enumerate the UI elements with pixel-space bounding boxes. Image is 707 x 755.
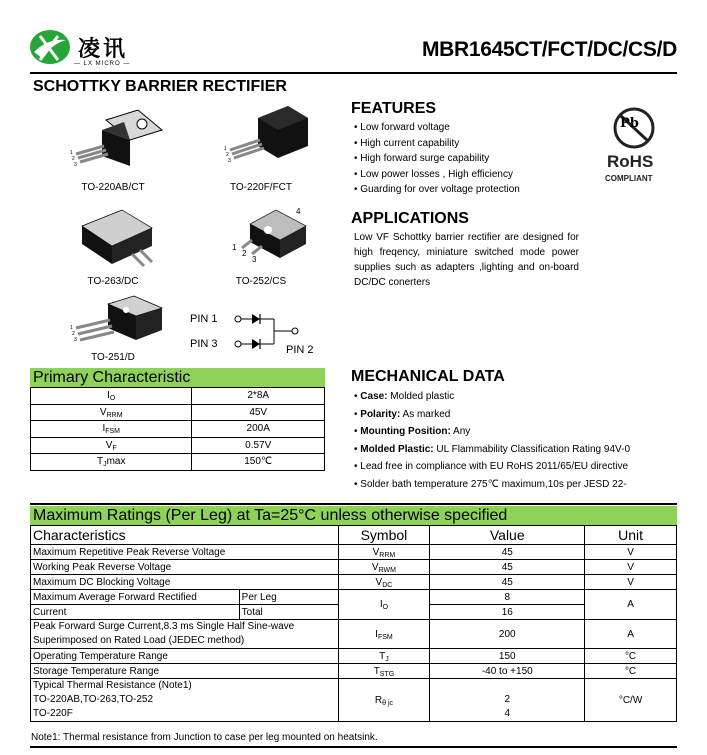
mechanical-item-text: Molded plastic <box>387 391 455 402</box>
primary-characteristic-title: Primary Characteristic <box>33 369 191 386</box>
footer-divider <box>30 746 677 748</box>
applications-text: Low VF Schottky barrier rectifier are designed for high freqency, miniature switched mode power supplies such as adapters ,lighting and on-board DC/DC conerters <box>354 232 579 288</box>
header-value: Value <box>430 526 585 545</box>
svg-text:3: 3 <box>252 255 257 264</box>
svg-text:3: 3 <box>74 337 77 343</box>
mechanical-item <box>354 388 630 406</box>
table-header-row <box>31 526 677 545</box>
symbol-cell: $V_F$ <box>31 437 192 454</box>
mechanical-heading: MECHANICAL DATA <box>351 368 505 385</box>
symbol-cell: $V_{DC}$ <box>338 575 430 590</box>
unit-cell: A <box>585 620 677 649</box>
table-row <box>31 679 677 722</box>
svg-text:1: 1 <box>70 325 73 331</box>
characteristic-cell: Maximum DC Blocking Voltage <box>31 575 339 590</box>
features-heading: FEATURES <box>351 100 437 117</box>
max-ratings-table <box>30 525 677 722</box>
to-252-package-icon <box>228 204 318 268</box>
value-cell: 200A <box>192 421 325 438</box>
applications-heading: APPLICATIONS <box>351 210 469 227</box>
header-unit: Unit <box>585 526 677 545</box>
table-row <box>31 388 325 405</box>
package-label-to-251: TO-251/D <box>91 352 135 363</box>
package-label-to-252: TO-252/CS <box>235 276 287 287</box>
unit-cell: °C/W <box>585 679 677 722</box>
unit-cell: V <box>585 575 677 590</box>
svg-text:2: 2 <box>72 331 75 337</box>
value-cell: -40 to +150 <box>430 664 585 679</box>
table-row <box>31 620 677 649</box>
primary-characteristic-table <box>30 387 325 471</box>
mechanical-item-text: Solder bath temperature 275℃ maximum,10s per JESD 22- <box>360 478 627 490</box>
to-220ab-package-icon <box>68 108 168 174</box>
unit-cell: V <box>585 560 677 575</box>
header-characteristics: Characteristics <box>31 526 339 545</box>
product-type-heading: SCHOTTKY BARRIER RECTIFIER <box>33 78 287 95</box>
svg-text:3: 3 <box>228 158 231 164</box>
symbol-cell: $I_O$ <box>338 590 430 620</box>
svg-text:2: 2 <box>242 249 247 258</box>
symbol-cell: $T_J\max$ <box>31 454 192 471</box>
value-cell: 8 <box>430 590 585 605</box>
unit-cell: A <box>585 590 677 620</box>
mechanical-item-text: Lead free in compliance with EU RoHS 2011/65/EU directive <box>360 461 629 473</box>
table-row <box>31 404 325 421</box>
mechanical-item <box>354 423 630 441</box>
svg-text:3: 3 <box>74 162 77 168</box>
value-cell: 2 4 <box>430 679 585 722</box>
characteristic-cell: Maximum Average Forward Rectified <box>31 590 240 605</box>
table-row <box>31 575 677 590</box>
table-row <box>31 664 677 679</box>
mechanical-item-text: As marked <box>400 408 451 420</box>
to-220f-package-icon <box>222 104 322 174</box>
sub-condition-cell: Per Leg <box>239 590 338 605</box>
value-cell: 45 <box>430 545 585 560</box>
symbol-cell: $T_{STG}$ <box>338 664 430 679</box>
value-cell: 150℃ <box>192 454 325 471</box>
table-row <box>31 590 677 605</box>
symbol-cell: $V_{RWM}$ <box>338 560 430 575</box>
table-row <box>31 649 677 664</box>
package-label-to-263: TO-263/DC <box>87 276 139 287</box>
feature-item: • Low forward voltage <box>354 120 520 136</box>
feature-item: • High current capability <box>354 136 520 152</box>
diode-schematic-icon <box>232 312 308 352</box>
mechanical-list <box>354 388 630 494</box>
table-row <box>31 454 325 471</box>
mechanical-item-label: Polarity: <box>360 408 401 420</box>
sub-condition-cell: Total <box>239 605 338 620</box>
features-list <box>354 120 520 198</box>
table-row <box>31 421 325 438</box>
to-251-package-icon <box>68 294 168 352</box>
value-cell: 16 <box>430 605 585 620</box>
characteristic-cell: Maximum Repetitive Peak Reverse Voltage <box>31 545 339 560</box>
characteristic-cell: Current <box>31 605 240 620</box>
symbol-cell: $I_{FSM}$ <box>338 620 430 649</box>
table-row <box>31 437 325 454</box>
max-ratings-header <box>30 506 677 525</box>
primary-characteristic-header <box>30 368 325 387</box>
characteristic-cell: Peak Forward Surge Current,8.3 ms Single Half Sine-wave Superimposed on Rated Load (JEDEC method) <box>31 620 339 649</box>
svg-text:4: 4 <box>296 207 301 216</box>
mechanical-item-text: Any <box>450 426 471 438</box>
unit-cell: °C <box>585 649 677 664</box>
characteristic-cell: Storage Temperature Range <box>31 664 339 679</box>
mechanical-item <box>354 406 630 424</box>
header-divider <box>30 72 677 74</box>
symbol-cell: $I_O$ <box>31 388 192 405</box>
rohs-label: RoHS <box>607 152 654 171</box>
characteristic-cell: Operating Temperature Range <box>31 649 339 664</box>
symbol-cell: $V_{RRM}$ <box>31 404 192 421</box>
value-cell: 45V <box>192 404 325 421</box>
header-symbol: Symbol <box>338 526 430 545</box>
value-cell: 2*8A <box>192 388 325 405</box>
footnote: Note1: Thermal resistance from Junction to case per leg mounted on heatsink. <box>31 732 378 743</box>
svg-text:2: 2 <box>72 156 75 162</box>
feature-item: • Low power losses , High efficiency <box>354 167 520 183</box>
symbol-cell: $I_{FSM}$ <box>31 421 192 438</box>
pin3-label: PIN 3 <box>190 338 218 350</box>
svg-text:2: 2 <box>226 152 229 158</box>
part-number-title: MBR1645CT/FCT/DC/CS/D <box>421 38 677 61</box>
logo-name: 凌讯 <box>78 36 129 62</box>
package-label-to-220f: TO-220F/FCT <box>229 182 293 193</box>
unit-cell: °C <box>585 664 677 679</box>
section-divider <box>30 503 677 505</box>
mechanical-item <box>354 476 630 494</box>
value-cell: 200 <box>430 620 585 649</box>
feature-item: • High forward surge capability <box>354 151 520 167</box>
svg-text:1: 1 <box>232 243 237 252</box>
unit-cell: V <box>585 545 677 560</box>
max-ratings-title: Maximum Ratings (Per Leg) at Ta=25°C unless otherwise specified <box>33 507 508 524</box>
table-row <box>31 560 677 575</box>
value-cell: 150 <box>430 649 585 664</box>
characteristic-cell: Working Peak Reverse Voltage <box>31 560 339 575</box>
value-cell: 45 <box>430 560 585 575</box>
value-cell: 0.57V <box>192 437 325 454</box>
mechanical-item-label: Case: <box>360 391 388 402</box>
rohs-compliant-label: COMPLIANT <box>605 174 653 183</box>
symbol-cell: $R_{\theta jc}$ <box>338 679 430 722</box>
table-row <box>31 545 677 560</box>
logo-subtitle: — LX MICRO — <box>74 61 131 67</box>
value-cell: 45 <box>430 575 585 590</box>
svg-text:1: 1 <box>224 146 227 152</box>
to-263-package-icon <box>72 206 162 272</box>
characteristic-cell: Typical Thermal Resistance (Note1) TO-220AB,TO-263,TO-252 TO-220F <box>31 679 339 722</box>
pin2-label: PIN 2 <box>286 344 314 356</box>
package-label-to-220ab: TO-220AB/CT <box>81 182 145 193</box>
feature-item: • Guarding for over voltage protection <box>354 182 520 198</box>
svg-text:1: 1 <box>70 150 73 156</box>
symbol-cell: $T_J$ <box>338 649 430 664</box>
mechanical-item-label: Mounting Position: <box>360 426 451 438</box>
pb-symbol: Pb <box>620 116 639 131</box>
mechanical-item <box>354 458 630 476</box>
pin1-label: PIN 1 <box>190 313 218 325</box>
symbol-cell: $V_{RRM}$ <box>338 545 430 560</box>
mechanical-item <box>354 441 630 459</box>
lx-logo-icon <box>28 28 74 66</box>
mechanical-item-text: UL Flammability Classification Rating 94V-0 <box>433 443 631 455</box>
mechanical-item-label: Molded Plastic: <box>360 443 434 455</box>
